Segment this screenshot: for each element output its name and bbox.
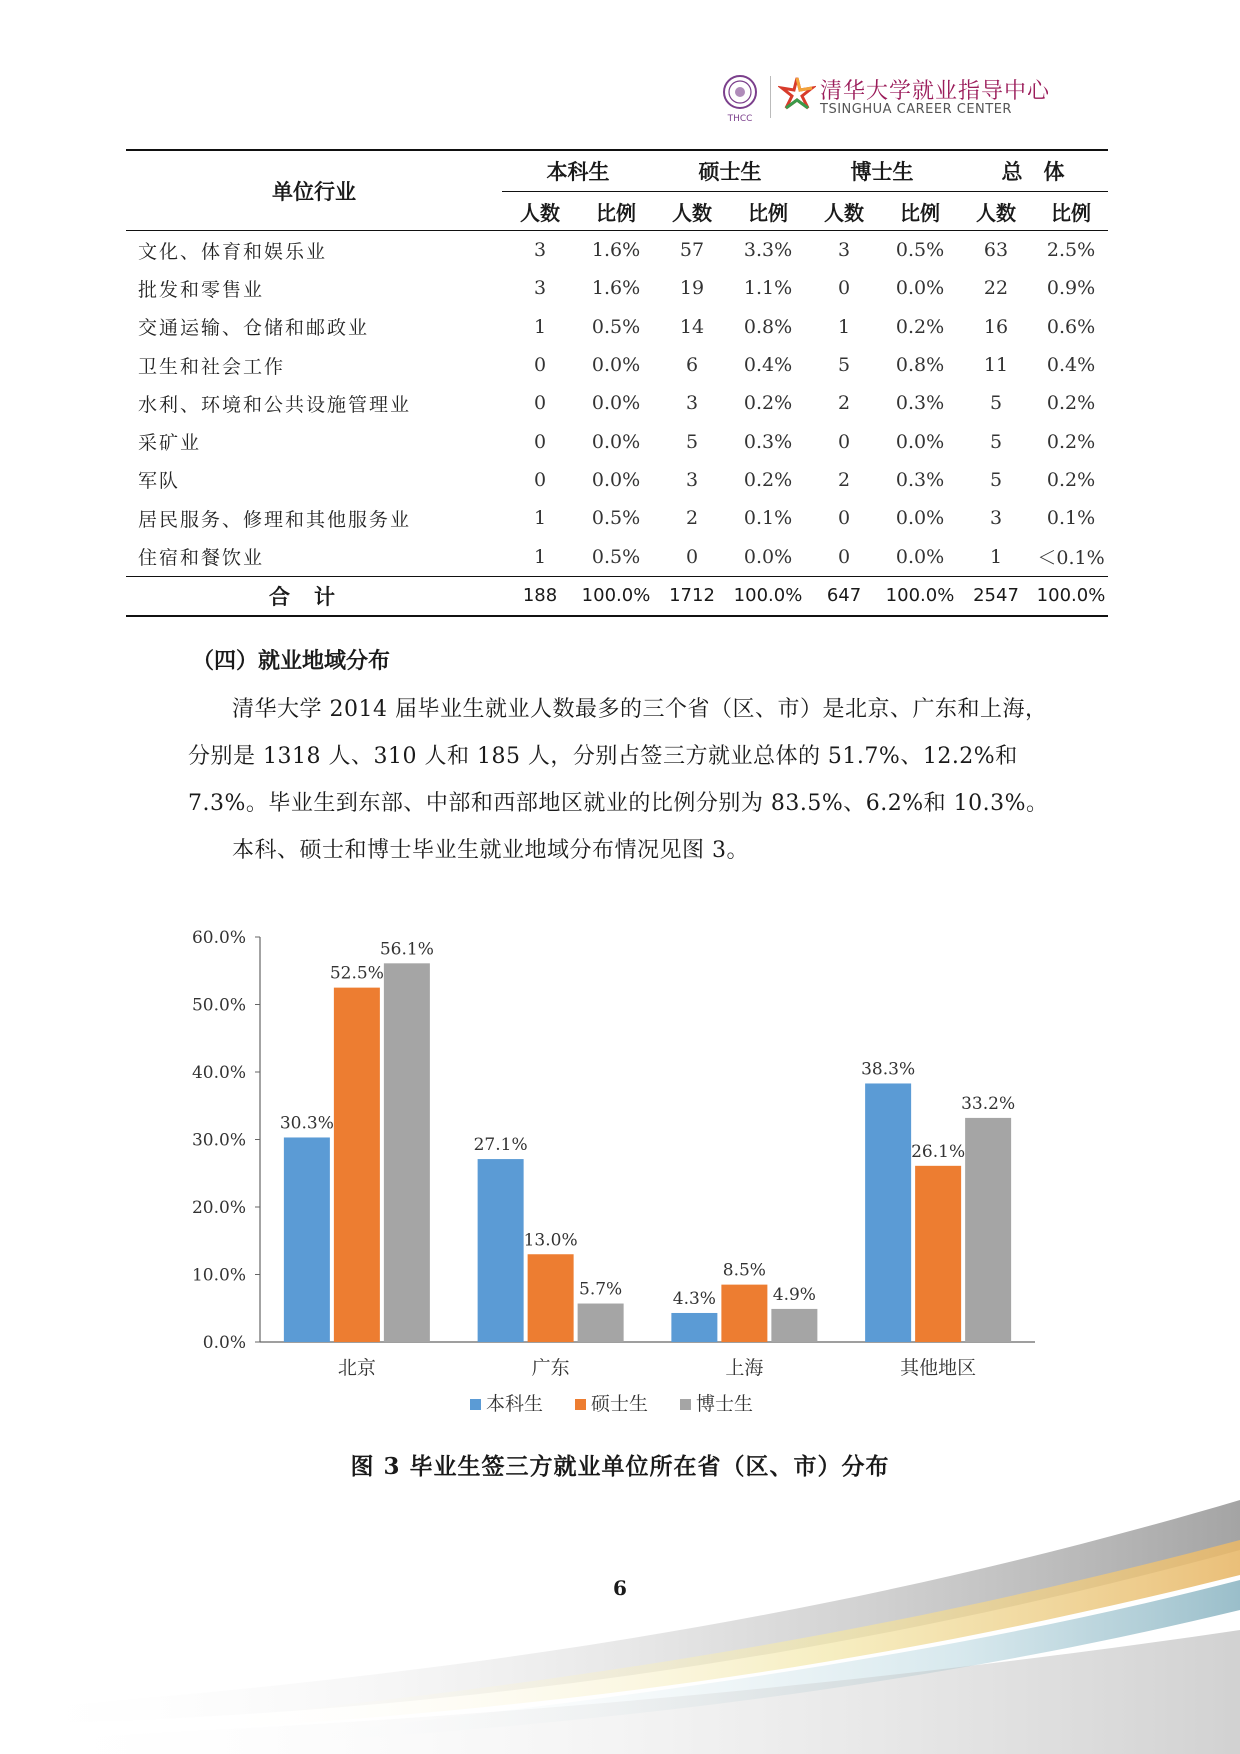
ratio-cell: 1.6%: [591, 277, 641, 300]
table-body: [126, 231, 1108, 577]
data-label: 33.2%: [961, 1093, 1016, 1114]
sub-header-ratio: 比例: [882, 192, 958, 231]
count-cell: 0: [533, 392, 547, 415]
count-cell: 1: [533, 315, 547, 338]
count-cell: 63: [983, 239, 1009, 262]
ratio-cell: 0.0%: [591, 354, 641, 377]
group-header-phd: 博士生: [806, 150, 958, 192]
table-row: [126, 269, 1108, 307]
legend-label: 硕士生: [591, 1393, 649, 1415]
table-row: [126, 346, 1108, 384]
sub-header-ratio: 比例: [730, 192, 806, 231]
total-cell: 100.0%: [1034, 576, 1108, 616]
total-cell: 100.0%: [578, 576, 654, 616]
ratio-cell: 0.3%: [895, 468, 945, 491]
ratio-cell: 0.3%: [743, 430, 793, 453]
count-cell: 0: [837, 430, 851, 453]
ratio-cell: 0.0%: [591, 468, 641, 491]
ratio-cell: 0.5%: [591, 545, 641, 568]
ratio-cell: ＜0.1%: [1037, 547, 1105, 570]
y-tick-label: 60.0%: [191, 928, 246, 948]
legend-swatch: [470, 1399, 481, 1410]
sub-header-ratio: 比例: [578, 192, 654, 231]
count-cell: 1: [837, 315, 851, 338]
sub-header-ratio: 比例: [1034, 192, 1108, 231]
data-label: 56.1%: [379, 939, 434, 960]
bar-3-3: [771, 1309, 817, 1342]
count-cell: 5: [685, 430, 699, 453]
ratio-cell: 0.4%: [1046, 354, 1096, 377]
table-total-row: [126, 576, 1108, 616]
ratio-cell: 0.2%: [743, 468, 793, 491]
industry-cell: 水利、环境和公共设施管理业: [138, 393, 412, 416]
sub-header-count: 人数: [502, 192, 578, 231]
count-cell: 16: [983, 315, 1009, 338]
count-cell: 5: [837, 354, 851, 377]
legend-label: 本科生: [486, 1393, 544, 1415]
bar-2-2: [528, 1254, 574, 1342]
industry-cell: 卫生和社会工作: [138, 355, 286, 378]
industry-table: [126, 149, 1108, 617]
ratio-cell: 3.3%: [743, 239, 793, 262]
data-label: 4.9%: [772, 1284, 816, 1305]
industry-cell: 文化、体育和娱乐业: [138, 240, 328, 263]
ratio-cell: 0.2%: [1046, 392, 1096, 415]
total-cell: 1712: [654, 576, 730, 616]
section-title: （四）就业地域分布: [192, 648, 391, 674]
group-header-master: 硕士生: [654, 150, 806, 192]
legend-label: 博士生: [696, 1393, 754, 1415]
ratio-cell: 0.0%: [591, 430, 641, 453]
count-cell: 0: [533, 354, 547, 377]
x-tick-label: 北京: [337, 1357, 376, 1379]
count-cell: 0: [685, 545, 699, 568]
group-header-total: 总 体: [958, 150, 1108, 192]
count-cell: 2: [837, 392, 851, 415]
y-tick-label: 20.0%: [191, 1198, 246, 1218]
data-label: 38.3%: [861, 1059, 916, 1080]
total-cell: 100.0%: [882, 576, 958, 616]
ratio-cell: 0.2%: [1046, 430, 1096, 453]
ratio-cell: 0.5%: [591, 315, 641, 338]
legend-swatch: [575, 1399, 586, 1410]
ratio-cell: 0.0%: [895, 277, 945, 300]
industry-cell: 交通运输、仓储和邮政业: [138, 317, 370, 340]
bar-3-2: [578, 1304, 624, 1342]
table-row: [126, 461, 1108, 499]
bar-1-2: [478, 1159, 524, 1342]
table-row: [126, 537, 1108, 576]
count-cell: 0: [533, 430, 547, 453]
section-paragraph-2: 本科、硕士和博士毕业生就业地域分布情况见图 3。: [232, 838, 749, 863]
count-cell: 0: [837, 277, 851, 300]
table-row: [126, 308, 1108, 346]
org-name-en: TSINGHUA CAREER CENTER: [820, 102, 1012, 117]
ratio-cell: 2.5%: [1046, 239, 1096, 262]
ratio-cell: 0.9%: [1046, 277, 1096, 300]
total-cell: 2547: [958, 576, 1034, 616]
sub-header-count: 人数: [958, 192, 1034, 231]
table-row: [126, 384, 1108, 422]
count-cell: 0: [837, 545, 851, 568]
count-cell: 1: [533, 507, 547, 530]
count-cell: 3: [685, 468, 699, 491]
y-tick-label: 10.0%: [191, 1265, 246, 1286]
bar-1-1: [284, 1137, 330, 1342]
y-tick-label: 40.0%: [191, 1063, 246, 1083]
count-cell: 19: [679, 277, 705, 300]
data-label: 5.7%: [579, 1279, 623, 1300]
region-distribution-chart: [180, 915, 1060, 1439]
seal-text: THCC: [727, 114, 753, 124]
total-cell: 100.0%: [730, 576, 806, 616]
ratio-cell: 1.6%: [591, 239, 641, 262]
chart-svg: [180, 915, 1060, 1435]
x-tick-label: 广东: [531, 1357, 570, 1379]
total-cell: 647: [806, 576, 882, 616]
bar-1-4: [865, 1083, 911, 1342]
data-label: 52.5%: [329, 963, 384, 984]
count-cell: 5: [989, 430, 1003, 453]
industry-cell: 军队: [138, 470, 181, 493]
count-cell: 3: [533, 277, 547, 300]
x-tick-label: 上海: [725, 1357, 764, 1379]
industry-cell: 住宿和餐饮业: [138, 547, 265, 570]
bar-3-4: [965, 1118, 1011, 1342]
bar-2-4: [915, 1166, 961, 1342]
table-row: [126, 231, 1108, 270]
count-cell: 3: [533, 239, 547, 262]
count-cell: 1: [533, 545, 547, 568]
header-divider: [770, 76, 771, 118]
data-label: 27.1%: [473, 1135, 528, 1156]
count-cell: 3: [685, 392, 699, 415]
ratio-cell: 0.6%: [1046, 315, 1096, 338]
count-cell: 5: [989, 392, 1003, 415]
bar-3-1: [384, 963, 430, 1342]
count-cell: 0: [533, 468, 547, 491]
count-cell: 2: [837, 468, 851, 491]
x-tick-label: 其他地区: [900, 1357, 977, 1379]
y-tick-label: 50.0%: [191, 995, 246, 1016]
ratio-cell: 0.3%: [895, 392, 945, 415]
tsinghua-seal-logo: [720, 74, 760, 124]
data-label: 8.5%: [722, 1260, 766, 1281]
legend-swatch: [680, 1399, 691, 1410]
ratio-cell: 0.4%: [743, 354, 793, 377]
count-cell: 0: [837, 507, 851, 530]
industry-cell: 采矿业: [138, 432, 202, 455]
career-center-star-logo: [778, 74, 816, 114]
ratio-cell: 1.1%: [743, 277, 793, 300]
table-row: [126, 499, 1108, 537]
data-label: 26.1%: [911, 1141, 966, 1162]
data-label: 30.3%: [279, 1113, 334, 1134]
ratio-cell: 0.0%: [895, 430, 945, 453]
industry-cell: 批发和零售业: [138, 278, 265, 301]
count-cell: 57: [679, 239, 705, 262]
ratio-cell: 0.8%: [895, 354, 945, 377]
bar-2-3: [721, 1285, 767, 1342]
ratio-cell: 0.2%: [743, 392, 793, 415]
count-cell: 3: [989, 507, 1003, 530]
data-label: 13.0%: [523, 1230, 578, 1251]
count-cell: 14: [679, 315, 705, 338]
sub-header-count: 人数: [806, 192, 882, 231]
ratio-cell: 0.5%: [591, 507, 641, 530]
y-tick-label: 30.0%: [191, 1130, 246, 1151]
sub-header-count: 人数: [654, 192, 730, 231]
group-header-undergrad: 本科生: [502, 150, 654, 192]
total-label: 合计: [126, 576, 502, 616]
y-tick-label: 0.0%: [202, 1333, 246, 1353]
total-cell: 188: [502, 576, 578, 616]
count-cell: 11: [983, 354, 1009, 377]
ratio-cell: 0.1%: [1046, 507, 1096, 530]
decorative-swoosh: [0, 1480, 1240, 1754]
table-header-row-1: [126, 150, 1108, 192]
bar-2-1: [334, 988, 380, 1342]
count-cell: 2: [685, 507, 699, 530]
count-cell: 5: [989, 468, 1003, 491]
page-header: [720, 72, 1050, 128]
table-row: [126, 422, 1108, 460]
industry-column-header: 单位行业: [126, 150, 502, 231]
ratio-cell: 0.8%: [743, 315, 793, 338]
page-number: 6: [613, 1576, 627, 1600]
count-cell: 3: [837, 239, 851, 262]
industry-cell: 居民服务、修理和其他服务业: [138, 508, 412, 531]
ratio-cell: 0.1%: [743, 507, 793, 530]
count-cell: 22: [983, 277, 1009, 300]
ratio-cell: 0.0%: [895, 545, 945, 568]
ratio-cell: 0.0%: [743, 545, 793, 568]
count-cell: 1: [989, 545, 1003, 568]
ratio-cell: 0.2%: [1046, 468, 1096, 491]
bar-1-3: [671, 1313, 717, 1342]
ratio-cell: 0.0%: [895, 507, 945, 530]
data-label: 4.3%: [672, 1288, 716, 1309]
ratio-cell: 0.0%: [591, 392, 641, 415]
ratio-cell: 0.2%: [895, 315, 945, 338]
figure-caption: 图 3 毕业生签三方就业单位所在省（区、市）分布: [350, 1453, 890, 1480]
ratio-cell: 0.5%: [895, 239, 945, 262]
section-paragraph-1: 清华大学 2014 届毕业生就业人数最多的三个省（区、市）是北京、广东和上海，分别是 1318 人、310 人和 185 人，分别占签三方就业总体的 51.7%、12.2%和 7.3%。毕业生到东部、中部和西部地区就业的比例分别为 83.5%、6.2%和 10.3%。: [188, 697, 1049, 816]
count-cell: 6: [685, 354, 699, 377]
org-name-cn: 清华大学就业指导中心: [820, 79, 1051, 104]
